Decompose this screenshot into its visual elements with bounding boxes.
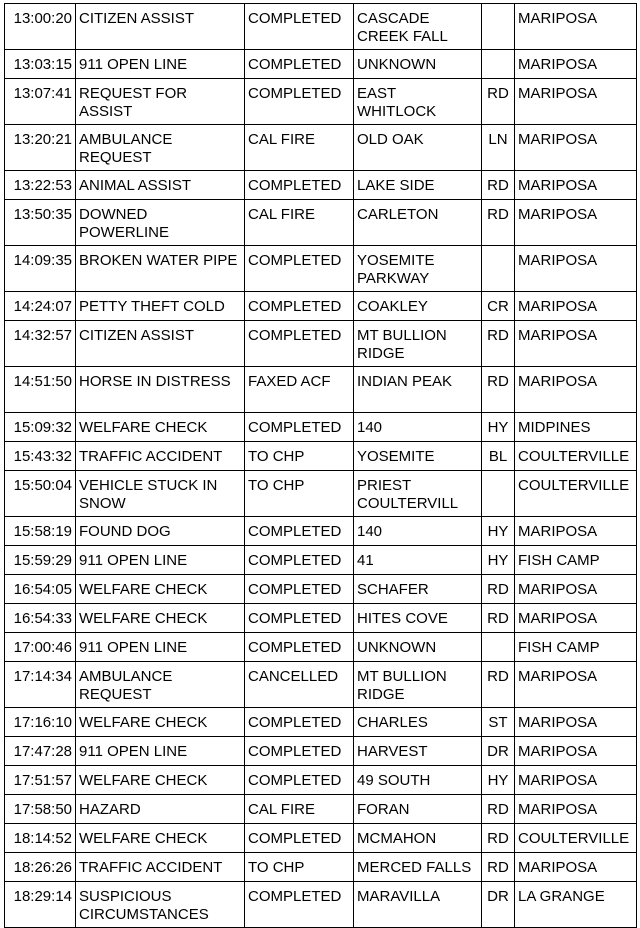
time-cell: 17:58:50 — [5, 795, 76, 824]
city-cell: MARIPOSA — [515, 604, 637, 633]
call-type-cell: FOUND DOG — [76, 517, 245, 546]
call-type-cell: 911 OPEN LINE — [76, 546, 245, 575]
status-cell: COMPLETED — [245, 79, 354, 125]
street-suffix-cell: LN — [482, 125, 515, 171]
table-row — [5, 662, 637, 708]
time-cell: 18:14:52 — [5, 824, 76, 853]
street-cell: MCMAHON — [354, 824, 482, 853]
table-row — [5, 737, 637, 766]
call-type-cell: WELFARE CHECK — [76, 824, 245, 853]
call-type-cell: CITIZEN ASSIST — [76, 4, 245, 50]
city-cell: MARIPOSA — [515, 708, 637, 737]
street-suffix-cell: HY — [482, 413, 515, 442]
table-row — [5, 882, 637, 928]
status-cell: COMPLETED — [245, 50, 354, 79]
call-type-cell: AMBULANCE REQUEST — [76, 125, 245, 171]
call-type-cell: 911 OPEN LINE — [76, 737, 245, 766]
street-cell: INDIAN PEAK — [354, 367, 482, 413]
call-log-body — [5, 4, 637, 928]
call-type-cell: TRAFFIC ACCIDENT — [76, 442, 245, 471]
call-type-cell: AMBULANCE REQUEST — [76, 662, 245, 708]
street-suffix-cell: RD — [482, 171, 515, 200]
street-suffix-cell: ST — [482, 708, 515, 737]
street-suffix-cell: DR — [482, 737, 515, 766]
time-cell: 16:54:05 — [5, 575, 76, 604]
city-cell: MARIPOSA — [515, 171, 637, 200]
status-cell: CAL FIRE — [245, 795, 354, 824]
city-cell: MARIPOSA — [515, 737, 637, 766]
call-type-cell: PETTY THEFT COLD — [76, 292, 245, 321]
table-row — [5, 471, 637, 517]
table-row — [5, 79, 637, 125]
street-suffix-cell: HY — [482, 517, 515, 546]
city-cell: COULTERVILLE — [515, 824, 637, 853]
street-cell: UNKNOWN — [354, 633, 482, 662]
time-cell: 18:29:14 — [5, 882, 76, 928]
call-type-cell: WELFARE CHECK — [76, 413, 245, 442]
street-suffix-cell — [482, 471, 515, 517]
call-type-cell: SUSPICIOUS CIRCUMSTANCES — [76, 882, 245, 928]
table-row — [5, 321, 637, 367]
city-cell: MARIPOSA — [515, 517, 637, 546]
status-cell: COMPLETED — [245, 292, 354, 321]
table-row — [5, 200, 637, 246]
time-cell: 13:50:35 — [5, 200, 76, 246]
street-suffix-cell: RD — [482, 321, 515, 367]
street-cell: CARLETON — [354, 200, 482, 246]
status-cell: COMPLETED — [245, 321, 354, 367]
street-cell: COAKLEY — [354, 292, 482, 321]
street-suffix-cell: HY — [482, 546, 515, 575]
table-row — [5, 824, 637, 853]
street-suffix-cell — [482, 50, 515, 79]
call-type-cell: 911 OPEN LINE — [76, 633, 245, 662]
status-cell: COMPLETED — [245, 517, 354, 546]
table-row — [5, 125, 637, 171]
city-cell: MARIPOSA — [515, 662, 637, 708]
time-cell: 17:47:28 — [5, 737, 76, 766]
status-cell: COMPLETED — [245, 737, 354, 766]
street-suffix-cell: DR — [482, 882, 515, 928]
city-cell: MARIPOSA — [515, 4, 637, 50]
call-type-cell: WELFARE CHECK — [76, 766, 245, 795]
table-row — [5, 708, 637, 737]
street-cell: UNKNOWN — [354, 50, 482, 79]
status-cell: COMPLETED — [245, 882, 354, 928]
street-suffix-cell: RD — [482, 367, 515, 413]
table-row — [5, 367, 637, 413]
street-cell: CASCADE CREEK FALL — [354, 4, 482, 50]
time-cell: 17:16:10 — [5, 708, 76, 737]
status-cell: CANCELLED — [245, 662, 354, 708]
city-cell: COULTERVILLE — [515, 442, 637, 471]
status-cell: TO CHP — [245, 471, 354, 517]
street-cell: MARAVILLA — [354, 882, 482, 928]
city-cell: MARIPOSA — [515, 79, 637, 125]
street-cell: 140 — [354, 413, 482, 442]
table-row — [5, 575, 637, 604]
status-cell: COMPLETED — [245, 824, 354, 853]
street-suffix-cell — [482, 246, 515, 292]
city-cell: MARIPOSA — [515, 766, 637, 795]
table-row — [5, 442, 637, 471]
street-cell: FORAN — [354, 795, 482, 824]
status-cell: CAL FIRE — [245, 200, 354, 246]
status-cell: CAL FIRE — [245, 125, 354, 171]
time-cell: 13:22:53 — [5, 171, 76, 200]
street-suffix-cell: BL — [482, 442, 515, 471]
city-cell: MARIPOSA — [515, 367, 637, 413]
street-suffix-cell: RD — [482, 662, 515, 708]
street-suffix-cell: RD — [482, 604, 515, 633]
call-type-cell: CITIZEN ASSIST — [76, 321, 245, 367]
city-cell: MARIPOSA — [515, 292, 637, 321]
table-row — [5, 517, 637, 546]
status-cell: COMPLETED — [245, 708, 354, 737]
call-type-cell: 911 OPEN LINE — [76, 50, 245, 79]
table-row — [5, 853, 637, 882]
street-suffix-cell: RD — [482, 853, 515, 882]
call-type-cell: REQUEST FOR ASSIST — [76, 79, 245, 125]
time-cell: 15:58:19 — [5, 517, 76, 546]
street-suffix-cell: CR — [482, 292, 515, 321]
table-row — [5, 50, 637, 79]
time-cell: 13:07:41 — [5, 79, 76, 125]
street-suffix-cell: RD — [482, 575, 515, 604]
city-cell: MARIPOSA — [515, 50, 637, 79]
street-cell: YOSEMITE — [354, 442, 482, 471]
call-type-cell: DOWNED POWERLINE — [76, 200, 245, 246]
city-cell: MARIPOSA — [515, 246, 637, 292]
time-cell: 15:59:29 — [5, 546, 76, 575]
status-cell: COMPLETED — [245, 575, 354, 604]
status-cell: TO CHP — [245, 853, 354, 882]
street-cell: 49 SOUTH — [354, 766, 482, 795]
city-cell: MARIPOSA — [515, 321, 637, 367]
city-cell: MARIPOSA — [515, 575, 637, 604]
status-cell: COMPLETED — [245, 171, 354, 200]
street-suffix-cell: RD — [482, 79, 515, 125]
time-cell: 15:09:32 — [5, 413, 76, 442]
street-suffix-cell: RD — [482, 824, 515, 853]
call-type-cell: WELFARE CHECK — [76, 575, 245, 604]
city-cell: COULTERVILLE — [515, 471, 637, 517]
time-cell: 13:00:20 — [5, 4, 76, 50]
status-cell: COMPLETED — [245, 413, 354, 442]
street-cell: CHARLES — [354, 708, 482, 737]
street-cell: 41 — [354, 546, 482, 575]
status-cell: COMPLETED — [245, 766, 354, 795]
city-cell: MARIPOSA — [515, 795, 637, 824]
status-cell: COMPLETED — [245, 604, 354, 633]
time-cell: 14:09:35 — [5, 246, 76, 292]
city-cell: MARIPOSA — [515, 200, 637, 246]
time-cell: 14:32:57 — [5, 321, 76, 367]
street-suffix-cell: RD — [482, 200, 515, 246]
call-type-cell: TRAFFIC ACCIDENT — [76, 853, 245, 882]
status-cell: COMPLETED — [245, 4, 354, 50]
status-cell: FAXED ACF — [245, 367, 354, 413]
street-suffix-cell: RD — [482, 795, 515, 824]
street-cell: MT BULLION RIDGE — [354, 321, 482, 367]
status-cell: TO CHP — [245, 442, 354, 471]
table-row — [5, 292, 637, 321]
time-cell: 17:51:57 — [5, 766, 76, 795]
time-cell: 18:26:26 — [5, 853, 76, 882]
city-cell: MARIPOSA — [515, 125, 637, 171]
city-cell: FISH CAMP — [515, 633, 637, 662]
time-cell: 16:54:33 — [5, 604, 76, 633]
call-type-cell: WELFARE CHECK — [76, 604, 245, 633]
street-suffix-cell — [482, 4, 515, 50]
table-row — [5, 546, 637, 575]
street-cell: MT BULLION RIDGE — [354, 662, 482, 708]
time-cell: 17:00:46 — [5, 633, 76, 662]
time-cell: 15:43:32 — [5, 442, 76, 471]
table-row — [5, 604, 637, 633]
city-cell: FISH CAMP — [515, 546, 637, 575]
street-cell: OLD OAK — [354, 125, 482, 171]
street-cell: 140 — [354, 517, 482, 546]
table-row — [5, 171, 637, 200]
city-cell: LA GRANGE — [515, 882, 637, 928]
call-type-cell: ANIMAL ASSIST — [76, 171, 245, 200]
call-type-cell: WELFARE CHECK — [76, 708, 245, 737]
street-suffix-cell: HY — [482, 766, 515, 795]
status-cell: COMPLETED — [245, 633, 354, 662]
street-cell: SCHAFER — [354, 575, 482, 604]
street-cell: EAST WHITLOCK — [354, 79, 482, 125]
street-cell: PRIEST COULTERVILL — [354, 471, 482, 517]
time-cell: 15:50:04 — [5, 471, 76, 517]
city-cell: MARIPOSA — [515, 853, 637, 882]
table-row — [5, 4, 637, 50]
table-row — [5, 766, 637, 795]
street-suffix-cell — [482, 633, 515, 662]
time-cell: 17:14:34 — [5, 662, 76, 708]
street-cell: HITES COVE — [354, 604, 482, 633]
call-type-cell: VEHICLE STUCK IN SNOW — [76, 471, 245, 517]
table-row — [5, 246, 637, 292]
call-type-cell: HAZARD — [76, 795, 245, 824]
call-type-cell: HORSE IN DISTRESS — [76, 367, 245, 413]
table-row — [5, 633, 637, 662]
time-cell: 14:51:50 — [5, 367, 76, 413]
street-cell: MERCED FALLS — [354, 853, 482, 882]
call-type-cell: BROKEN WATER PIPE — [76, 246, 245, 292]
table-row — [5, 413, 637, 442]
time-cell: 13:20:21 — [5, 125, 76, 171]
time-cell: 14:24:07 — [5, 292, 76, 321]
table-row — [5, 795, 637, 824]
time-cell: 13:03:15 — [5, 50, 76, 79]
street-cell: YOSEMITE PARKWAY — [354, 246, 482, 292]
street-cell: LAKE SIDE — [354, 171, 482, 200]
status-cell: COMPLETED — [245, 246, 354, 292]
street-cell: HARVEST — [354, 737, 482, 766]
city-cell: MIDPINES — [515, 413, 637, 442]
call-log-table — [4, 3, 637, 928]
status-cell: COMPLETED — [245, 546, 354, 575]
